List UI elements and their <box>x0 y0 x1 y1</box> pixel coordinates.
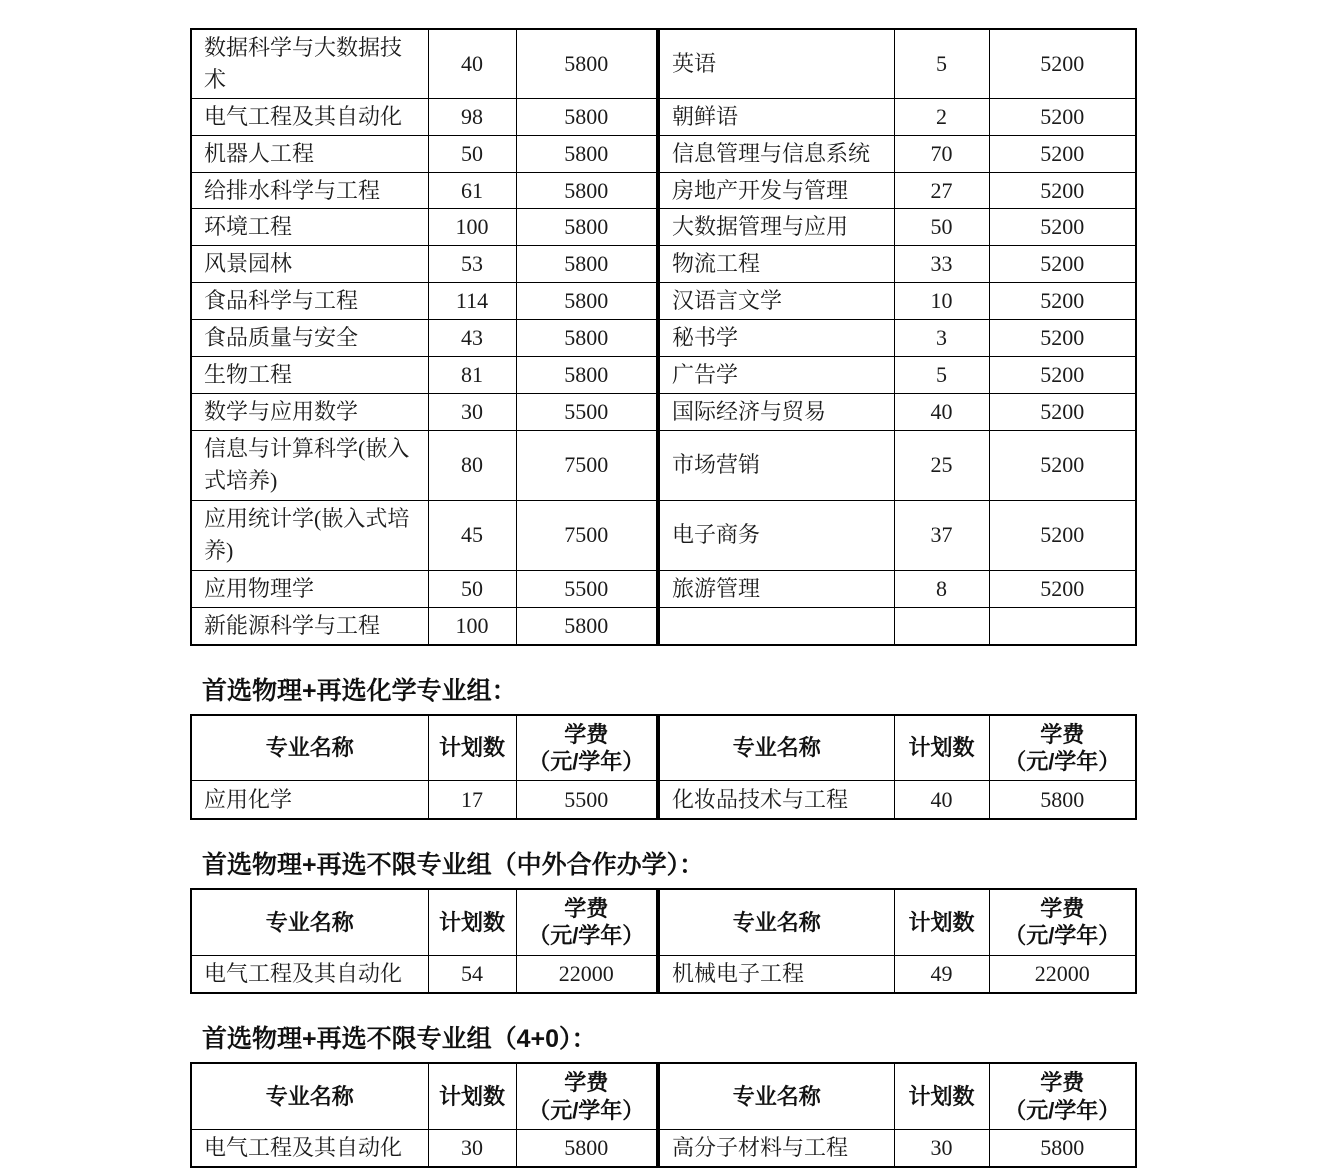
major-name-cell: 汉语言文学 <box>658 283 894 320</box>
table-row <box>191 172 1136 209</box>
major-name-cell: 房地产开发与管理 <box>658 172 894 209</box>
major-name-cell: 新能源科学与工程 <box>191 607 428 644</box>
tuition-cell: 5200 <box>989 320 1136 357</box>
col-header-major-name: 专业名称 <box>191 889 428 955</box>
table-header <box>191 715 1136 781</box>
plan-count-cell: 50 <box>894 209 989 246</box>
col-header-major-name: 专业名称 <box>658 715 894 781</box>
tuition-label-line2: （元/学年） <box>1004 923 1121 949</box>
major-name-cell: 市场营销 <box>658 430 894 500</box>
table-header <box>191 1063 1136 1129</box>
major-name-cell: 信息与计算科学(嵌入式培养) <box>191 430 428 500</box>
col-header-major-name: 专业名称 <box>191 1063 428 1129</box>
major-name-cell: 环境工程 <box>191 209 428 246</box>
tuition-cell: 5800 <box>516 135 658 172</box>
tuition-label-line2: （元/学年） <box>528 1097 645 1123</box>
table-row <box>191 135 1136 172</box>
tuition-label-line1: 学费 <box>1040 721 1085 747</box>
table-row <box>191 430 1136 500</box>
col-header-tuition <box>516 715 658 781</box>
section-heading-sino-foreign: 首选物理+再选不限专业组（中外合作办学）： <box>202 850 705 879</box>
table-body <box>191 955 1136 993</box>
tuition-cell: 5800 <box>989 781 1136 819</box>
major-name-cell: 高分子材料与工程 <box>658 1129 894 1167</box>
major-name-cell: 数学与应用数学 <box>191 393 428 430</box>
table-body <box>191 29 1136 645</box>
col-header-plan-count: 计划数 <box>894 1063 989 1129</box>
plan-count-cell: 43 <box>428 320 516 357</box>
major-name-cell: 机器人工程 <box>191 135 428 172</box>
major-name-cell: 应用统计学(嵌入式培养) <box>191 500 428 570</box>
col-header-major-name: 专业名称 <box>191 715 428 781</box>
plan-count-cell: 45 <box>428 500 516 570</box>
header-row <box>191 889 1136 955</box>
major-name-cell: 大数据管理与应用 <box>658 209 894 246</box>
plan-count-cell: 100 <box>428 607 516 644</box>
table-row <box>191 500 1136 570</box>
col-header-tuition <box>516 1063 658 1129</box>
tuition-cell: 5200 <box>989 430 1136 500</box>
tuition-cell: 22000 <box>989 955 1136 993</box>
table-row <box>191 29 1136 98</box>
col-header-tuition <box>989 715 1136 781</box>
tuition-label-line2: （元/学年） <box>528 923 645 949</box>
tuition-cell: 7500 <box>516 430 658 500</box>
plan-count-cell: 98 <box>428 98 516 135</box>
tuition-cell: 5800 <box>516 29 658 98</box>
table-row <box>191 357 1136 394</box>
plan-count-cell: 53 <box>428 246 516 283</box>
plan-count-cell: 40 <box>894 393 989 430</box>
tuition-label-line2: （元/学年） <box>1004 749 1121 775</box>
col-header-major-name: 专业名称 <box>658 889 894 955</box>
major-name-cell: 电气工程及其自动化 <box>191 98 428 135</box>
col-header-plan-count: 计划数 <box>428 715 516 781</box>
major-name-cell: 英语 <box>658 29 894 98</box>
table-row <box>191 607 1136 644</box>
major-name-cell: 生物工程 <box>191 357 428 394</box>
plan-count-cell: 25 <box>894 430 989 500</box>
sino-foreign-table <box>190 888 1137 994</box>
plan-count-cell: 49 <box>894 955 989 993</box>
main-majors-table <box>190 28 1137 646</box>
plan-count-cell: 17 <box>428 781 516 819</box>
table-row <box>191 98 1136 135</box>
plan-count-cell: 100 <box>428 209 516 246</box>
tuition-label-line1: 学费 <box>564 721 609 747</box>
plan-count-cell: 81 <box>428 357 516 394</box>
plan-count-cell: 37 <box>894 500 989 570</box>
major-name-cell: 旅游管理 <box>658 570 894 607</box>
major-name-cell: 电气工程及其自动化 <box>191 955 428 993</box>
tuition-cell: 5500 <box>516 393 658 430</box>
plan-count-cell: 61 <box>428 172 516 209</box>
major-name-cell: 电气工程及其自动化 <box>191 1129 428 1167</box>
major-name-cell: 风景园林 <box>191 246 428 283</box>
physics-chemistry-table <box>190 714 1137 820</box>
tuition-cell: 5800 <box>516 98 658 135</box>
tuition-cell: 5800 <box>989 1129 1136 1167</box>
tuition-cell: 5200 <box>989 570 1136 607</box>
tuition-cell: 5800 <box>516 357 658 394</box>
table-row <box>191 955 1136 993</box>
tuition-cell: 5800 <box>516 172 658 209</box>
col-header-plan-count: 计划数 <box>894 715 989 781</box>
plan-count-cell: 40 <box>894 781 989 819</box>
plan-count-cell: 8 <box>894 570 989 607</box>
plan-count-cell: 30 <box>894 1129 989 1167</box>
section-heading-physics-chemistry: 首选物理+再选化学专业组： <box>202 676 517 705</box>
major-name-cell: 食品科学与工程 <box>191 283 428 320</box>
tuition-cell: 5200 <box>989 393 1136 430</box>
col-header-tuition <box>989 1063 1136 1129</box>
tuition-cell: 5200 <box>989 357 1136 394</box>
tuition-cell: 5200 <box>989 135 1136 172</box>
table-row <box>191 320 1136 357</box>
tuition-cell: 5800 <box>516 283 658 320</box>
plan-count-cell: 5 <box>894 29 989 98</box>
tuition-cell: 5800 <box>516 607 658 644</box>
major-name-cell: 机械电子工程 <box>658 955 894 993</box>
tuition-cell <box>989 607 1136 644</box>
tuition-label-line1: 学费 <box>1040 895 1085 921</box>
tuition-cell: 5800 <box>516 320 658 357</box>
tuition-cell: 5200 <box>989 209 1136 246</box>
table-row <box>191 209 1136 246</box>
section-heading-four-plus-zero: 首选物理+再选不限专业组（4+0）： <box>202 1025 597 1054</box>
plan-count-cell: 2 <box>894 98 989 135</box>
col-header-tuition <box>989 889 1136 955</box>
plan-count-cell: 40 <box>428 29 516 98</box>
col-header-plan-count: 计划数 <box>428 889 516 955</box>
major-name-cell: 广告学 <box>658 357 894 394</box>
tuition-cell: 5800 <box>516 1129 658 1167</box>
table-header <box>191 889 1136 955</box>
table-row <box>191 246 1136 283</box>
plan-count-cell: 70 <box>894 135 989 172</box>
tuition-cell: 5200 <box>989 500 1136 570</box>
plan-count-cell: 50 <box>428 135 516 172</box>
col-header-plan-count: 计划数 <box>428 1063 516 1129</box>
major-name-cell <box>658 607 894 644</box>
plan-count-cell: 30 <box>428 393 516 430</box>
col-header-major-name: 专业名称 <box>658 1063 894 1129</box>
tuition-label-line2: （元/学年） <box>528 749 645 775</box>
tuition-cell: 5200 <box>989 98 1136 135</box>
plan-count-cell: 3 <box>894 320 989 357</box>
major-name-cell: 秘书学 <box>658 320 894 357</box>
table-body <box>191 1129 1136 1167</box>
plan-count-cell: 5 <box>894 357 989 394</box>
major-name-cell: 国际经济与贸易 <box>658 393 894 430</box>
plan-count-cell: 33 <box>894 246 989 283</box>
major-name-cell: 数据科学与大数据技术 <box>191 29 428 98</box>
table-row <box>191 1129 1136 1167</box>
tuition-cell: 5200 <box>989 172 1136 209</box>
plan-count-cell <box>894 607 989 644</box>
major-name-cell: 化妆品技术与工程 <box>658 781 894 819</box>
major-name-cell: 信息管理与信息系统 <box>658 135 894 172</box>
major-name-cell: 应用化学 <box>191 781 428 819</box>
tuition-cell: 5800 <box>516 246 658 283</box>
tuition-cell: 7500 <box>516 500 658 570</box>
plan-count-cell: 114 <box>428 283 516 320</box>
tuition-cell: 5500 <box>516 570 658 607</box>
major-name-cell: 电子商务 <box>658 500 894 570</box>
plan-count-cell: 50 <box>428 570 516 607</box>
header-row <box>191 1063 1136 1129</box>
tuition-label-line1: 学费 <box>564 1070 609 1096</box>
major-name-cell: 食品质量与安全 <box>191 320 428 357</box>
table-row <box>191 781 1136 819</box>
table-row <box>191 283 1136 320</box>
tuition-cell: 5500 <box>516 781 658 819</box>
tuition-cell: 5200 <box>989 29 1136 98</box>
table-row <box>191 570 1136 607</box>
tuition-cell: 22000 <box>516 955 658 993</box>
header-row <box>191 715 1136 781</box>
major-name-cell: 给排水科学与工程 <box>191 172 428 209</box>
col-header-tuition <box>516 889 658 955</box>
plan-count-cell: 27 <box>894 172 989 209</box>
major-name-cell: 物流工程 <box>658 246 894 283</box>
tuition-label-line2: （元/学年） <box>1004 1097 1121 1123</box>
four-plus-zero-table <box>190 1062 1137 1168</box>
plan-count-cell: 54 <box>428 955 516 993</box>
tuition-label-line1: 学费 <box>1040 1070 1085 1096</box>
major-name-cell: 应用物理学 <box>191 570 428 607</box>
plan-count-cell: 80 <box>428 430 516 500</box>
plan-count-cell: 30 <box>428 1129 516 1167</box>
table-row <box>191 393 1136 430</box>
col-header-plan-count: 计划数 <box>894 889 989 955</box>
major-name-cell: 朝鲜语 <box>658 98 894 135</box>
plan-count-cell: 10 <box>894 283 989 320</box>
tuition-cell: 5800 <box>516 209 658 246</box>
table-body <box>191 781 1136 819</box>
tuition-label-line1: 学费 <box>564 895 609 921</box>
tuition-cell: 5200 <box>989 283 1136 320</box>
tuition-cell: 5200 <box>989 246 1136 283</box>
